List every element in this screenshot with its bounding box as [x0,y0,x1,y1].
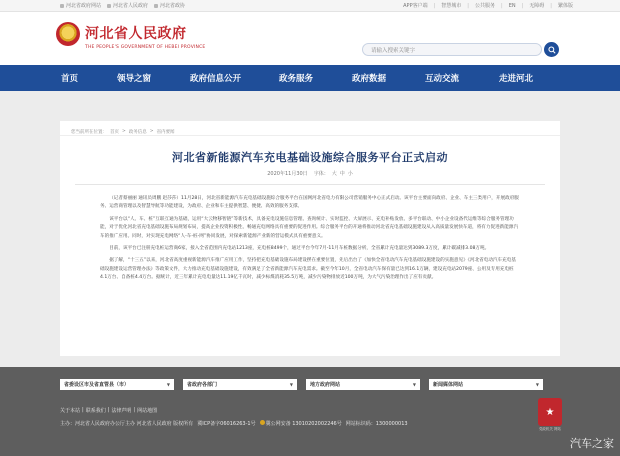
font-size-controls: 字体： 大 中 小 [313,171,353,177]
main-nav [0,65,620,91]
footer-police-record[interactable]: 冀公网安备 13010202002246号 [260,420,342,427]
chevron-down-icon: ▼ [412,382,416,387]
nav-leaders[interactable]: 领导之窗 [117,74,152,84]
site-name-cn: 河北省人民政府 [85,26,187,42]
national-emblem-icon [56,22,80,46]
select-cities[interactable]: 省委设区市及省直管县（市） ▼ [60,379,174,390]
sitemap-link[interactable]: 网站地图 [137,408,158,414]
breadcrumb: 您当前所在位置： 首页 > 政务信息 > 省内要闻 [60,121,560,136]
article-date: 2020年11月30日 [267,171,308,177]
traditional-chinese-link[interactable]: 繁体版 [557,3,573,9]
party-gov-seal-icon[interactable]: ★ [538,398,562,426]
smart-city-link[interactable]: 智慧城市 [441,3,462,9]
search-button[interactable] [544,42,559,57]
article-paragraph: （记者蔡丽丽 通讯员周鹏 赵莎莎）11月28日，河北省新能源汽车充电基础设施综合服务平台在国网河北省电力有限公司营销服务中心正式启动。该平台主要面向政府、企业、车主三类用户，开展政府服务、运营商管理以及智慧导航等功能建设，为政府、企业和车主提供智慧、便捷、高效的服务支撑。 [100,196,519,210]
footer-info [60,420,408,427]
topbar-left-links [60,2,185,9]
topbar-link-3[interactable]: 河北省政协 [154,2,185,9]
separator: | [433,2,436,9]
article-container [60,121,560,356]
building-icon [107,4,111,8]
nav-gov-data[interactable]: 政府数据 [352,74,387,84]
article-body [60,185,560,283]
watermark: 汽车之家 [570,437,614,450]
nav-interaction[interactable]: 互动交流 [425,74,460,84]
separator: | [521,2,524,9]
nav-about-hebei[interactable]: 走进河北 [499,74,534,84]
seal-caption: 党政机关 网站 [538,427,562,431]
breadcrumb-home[interactable]: 首页 [110,130,119,135]
article-title: 河北省新能源汽车充电基础设施综合服务平台正式启动 [172,151,448,164]
nav-gov-services[interactable]: 政务服务 [279,74,314,84]
chevron-down-icon: ▼ [289,382,293,387]
select-media[interactable]: 新闻媒体网站 ▼ [429,379,543,390]
article-meta [60,170,560,177]
site-header [0,12,620,65]
globe-icon [60,4,64,8]
site-name-en: THE PEOPLE'S GOVERNMENT OF HEBEI PROVINCE [85,45,206,50]
footer-icp[interactable]: 冀ICP备字06016263-1号 [197,421,256,427]
nav-gov-info[interactable]: 政府信息公开 [190,74,242,84]
breadcrumb-news[interactable]: 政务信息 [128,130,147,135]
article-paragraph: 该平台以“人、车、桩”互联互通为基础，运用“大云物移智链”等新技术，具备充电设施信息管理、查询统计、实时监控、大屏展示、充电补贴发放、多平台联动、中小企业设备代运维等综合服务管理功能，对于优化河北省充电基础设施布局规划布局，提高企业投资积极性、畅通充电网络具有重要的促进作用。综合服务平台的开通将推动河北省充电基础设施建设从入高质量发展快车道，将有力促进新能源汽车的推广应用。同时，对实现充电网络“人-车-桩-网”协同发展，对探索新能源产业新的营运模式具有重要意义。 [100,216,519,239]
top-utility-bar [0,0,620,12]
app-client-link[interactable]: APP客户端 [403,3,428,9]
chevron-down-icon: ▼ [166,382,170,387]
select-local-gov[interactable]: 地方政府网站 ▼ [306,379,420,390]
nav-home[interactable]: 首页 [61,74,79,84]
flag-icon [154,4,158,8]
separator: | [501,2,503,9]
english-link[interactable]: EN [508,2,516,9]
footer-links: 关于本站 | 联系我们 | 法律声明 | 网站地图 [60,407,158,414]
font-size-large[interactable]: 大 [331,171,337,177]
chevron-down-icon: ▼ [535,382,539,387]
footer-link-selects [60,379,543,390]
topbar-link-1[interactable]: 河北省政府网站 [60,2,101,9]
accessibility-link[interactable]: 无障碍 [529,3,545,9]
select-departments[interactable]: 省政府各部门 ▼ [183,379,297,390]
separator: | [467,2,469,9]
footer-sponsor: 主办：河北省人民政府办公厅主办 河北省人民政府 版权所有 [60,421,194,427]
font-size-medium[interactable]: 中 [339,171,345,177]
article-paragraph: 据了解，“十三五”以来，河北省高度重视新能源汽车推广应用工作，坚持把充电基础设施布局建设摆在重要位置，先后出台了《加快全省电动汽车充电基础设施建设的实施意见》《河北省电动汽车充电基础设施建设运营管理办法》等政策文件，大力推动充电基础设施建设，有效满足了全省新能源汽车充电需求。截至今年10月，全省电动汽车保有量已达到16.1万辆，建设充电站2079座、公用及专用充电桩4.1万台、自备桩4.4万台。据统计，近三年累计充电电量达11.19亿千瓦时，减少标煤消耗35.5万吨，减少污染物排放近100万吨，为大气污染治理作出了应有贡献。 [100,258,516,281]
public-service-link[interactable]: 公共服务 [474,3,495,9]
separator: | [550,2,552,9]
about-link[interactable]: 关于本站 [60,408,81,414]
breadcrumb-province-news[interactable]: 省内要闻 [156,130,175,135]
search-icon [548,46,556,54]
font-size-small[interactable]: 小 [347,171,353,177]
legal-link[interactable]: 法律声明 [111,408,132,414]
site-footer [0,367,620,456]
topbar-right-links [403,2,573,9]
police-badge-icon [260,420,265,425]
footer-site-code: 网站标识码：1300000013 [345,421,408,427]
site-logo[interactable] [85,23,205,50]
contact-link[interactable]: 联系我们 [85,408,106,414]
search-input[interactable]: 请输入搜索关键字 [362,43,542,56]
article-paragraph: 目前，该平台已注册充电桩运营商6家，接入全省范围内充电站1213座，充电桩8499个，通过平台今年7月-11月车桩数据分析，全省累计充电量达到3089.3万度，累计碳减排3.08万吨。 [109,246,490,252]
topbar-link-2[interactable]: 河北省人民政府 [107,2,148,9]
